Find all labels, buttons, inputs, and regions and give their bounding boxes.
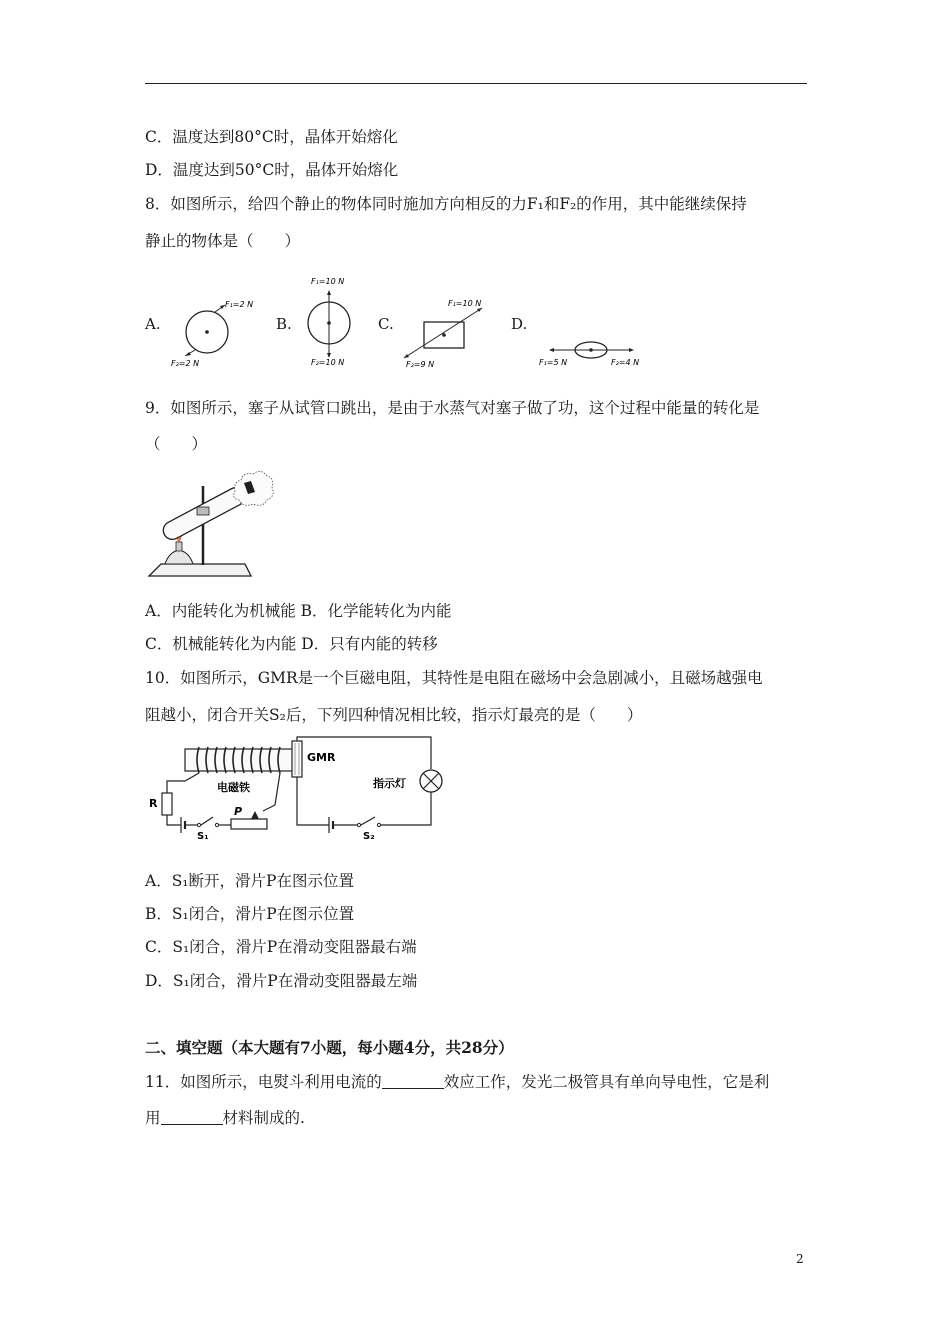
q8-figure-d	[535, 330, 655, 375]
q11-text-part4: 材料制成的.	[222, 1109, 305, 1127]
q8-c-f2-label: F₂=9 N	[406, 360, 435, 369]
q8-label-b: B.	[276, 315, 292, 333]
q8-a-f1-label: F₁=2 N	[225, 300, 254, 309]
q10-option-c: C．S₁闭合，滑片P在滑动变阻器最右端	[145, 938, 417, 956]
q8-label-c: C.	[378, 315, 394, 333]
q8-b-f2-label: F₂=10 N	[311, 358, 345, 367]
q7-option-c: C．温度达到80°C时，晶体开始熔化	[145, 128, 398, 146]
q10-option-d: D．S₁闭合，滑片P在滑动变阻器最左端	[145, 972, 418, 990]
q11-text-part1: 11．如图所示，电熨斗利用电流的	[145, 1073, 382, 1091]
q10-s2-label: S₂	[363, 831, 375, 842]
section2-heading: 二、填空题（本大题有7小题，每小题4分，共28分）	[145, 1038, 514, 1057]
q9-test-tube-apparatus	[145, 468, 280, 586]
q10-slider-label: P	[234, 805, 243, 818]
q10-indicator-lamp-label: 指示灯	[373, 777, 406, 790]
q9-stem-line2: （ ）	[145, 435, 208, 453]
q10-option-b: B．S₁闭合，滑片P在图示位置	[145, 905, 355, 923]
q10-electromagnet-label: 电磁铁	[217, 781, 250, 794]
page-number: 2	[796, 1252, 804, 1266]
q9-options-cd: C．机械能转化为内能 D．只有内能的转移	[145, 635, 438, 653]
q11-text-part2: 效应工作，发光二极管具有单向导电性，它是利	[443, 1073, 770, 1091]
q10-circuit-diagram	[145, 733, 450, 845]
q8-label-d: D.	[511, 315, 528, 333]
q9-options-ab: A．内能转化为机械能 B．化学能转化为内能	[145, 602, 452, 620]
q9-stem-line1: 9．如图所示，塞子从试管口跳出，是由于水蒸气对塞子做了功，这个过程中能量的转化是	[145, 399, 760, 417]
q10-s1-label: S₁	[197, 831, 209, 842]
q8-c-f1-label: F₁=10 N	[448, 299, 482, 308]
q8-stem-line1: 8．如图所示，给四个静止的物体同时施加方向相反的力F₁和F₂的作用，其中能继续保持	[145, 195, 747, 213]
q8-d-f1-label: F₁=5 N	[539, 358, 568, 367]
header-rule	[145, 83, 807, 84]
q8-figure-a	[165, 290, 265, 380]
q10-resistor-label: R	[149, 797, 158, 810]
q8-a-f2-label: F₂=2 N	[171, 359, 200, 368]
q11-line1	[145, 1072, 769, 1092]
q11-line2	[145, 1108, 305, 1128]
q7-option-d: D．温度达到50°C时，晶体开始熔化	[145, 161, 399, 179]
q11-blank-1[interactable]	[382, 1074, 444, 1089]
q11-text-part3: 用	[145, 1109, 161, 1127]
q10-option-a: A．S₁断开，滑片P在图示位置	[145, 872, 354, 890]
q8-figure-b	[300, 272, 370, 372]
q10-stem-line2: 阻越小，闭合开关S₂后，下列四种情况相比较，指示灯最亮的是（ ）	[145, 706, 643, 724]
q8-d-f2-label: F₂=4 N	[611, 358, 640, 367]
q8-stem-line2: 静止的物体是（ ）	[145, 232, 301, 250]
q10-stem-line1: 10．如图所示，GMR是一个巨磁电阻，其特性是电阻在磁场中会急剧减小，且磁场越强电	[145, 669, 763, 687]
q8-figure-c	[400, 290, 500, 370]
q8-b-f1-label: F₁=10 N	[311, 277, 345, 286]
q11-blank-2[interactable]	[161, 1110, 223, 1125]
q10-gmr-label: GMR	[307, 751, 336, 764]
q8-label-a: A.	[145, 315, 161, 333]
